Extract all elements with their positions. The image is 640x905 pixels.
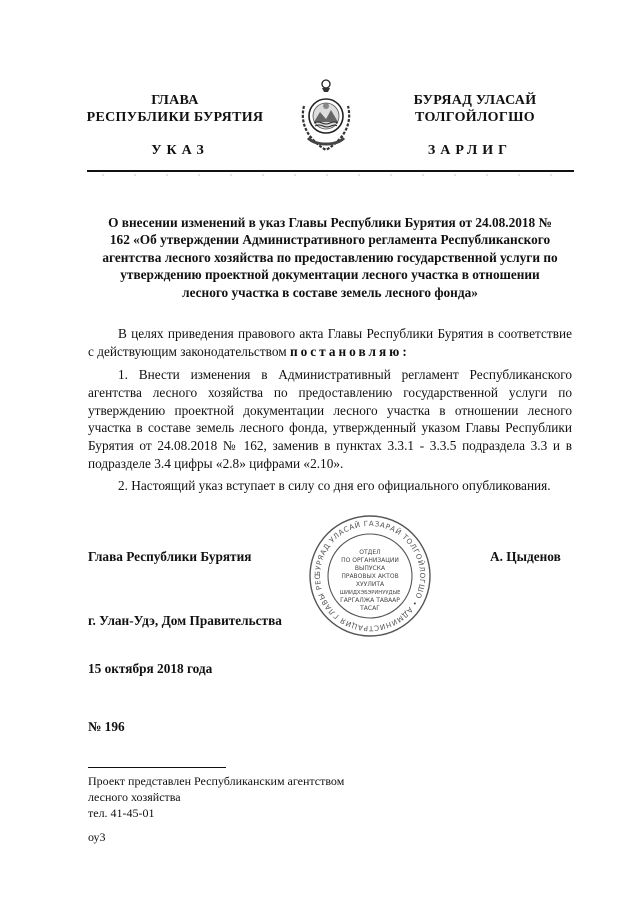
decree-number: № 196 bbox=[88, 719, 125, 734]
signature-name: А. Цыденов bbox=[490, 549, 561, 564]
footnote-line-3: тел. 41-45-01 bbox=[88, 806, 155, 820]
stamp-line-1: ОТДЕЛ bbox=[359, 549, 381, 556]
header-left-line2: РЕСПУБЛИКИ БУРЯТИЯ bbox=[86, 110, 264, 125]
stamp-line-5: ХУУЛИТА bbox=[355, 581, 385, 588]
decree-word: постановляю: bbox=[289, 343, 410, 359]
header-right bbox=[380, 92, 570, 126]
stamp-line-2: ПО ОРГАНИЗАЦИИ bbox=[341, 557, 399, 564]
official-stamp bbox=[308, 514, 432, 638]
item-2-text: 2. Настоящий указ вступает в силу со дня его официального опубликования. bbox=[118, 478, 551, 493]
item-1-text: 1. Внести изменения в Административный регламент Республиканского агентства лесного хозяйства по предоставлению государственной услуги по утверждению проектной документации лесного участка в отношении лесного участка в составе земель лесного фонда, утвержденный указом Главы Республики Бурятия от 24.08.2018 № 162, заменив в пунктах 3.3.1 - 3.3.5 подраздела 3.3 и в подразделе 3.4 цифры «2.8» цифрами «2.10». bbox=[88, 367, 572, 471]
preamble bbox=[88, 325, 572, 361]
item-2 bbox=[88, 477, 572, 495]
footnote-line-2: лесного хозяйства bbox=[88, 790, 181, 804]
item-1 bbox=[88, 366, 572, 473]
footnote-line-1: Проект представлен Республиканским агентством bbox=[88, 774, 345, 788]
footnote-code: оу3 bbox=[88, 830, 106, 844]
header-right-line1: БУРЯАД УЛАСАЙ bbox=[413, 93, 537, 108]
footnote-divider bbox=[88, 767, 226, 768]
header-left-line1: ГЛАВА bbox=[151, 93, 199, 108]
header-divider bbox=[87, 170, 574, 172]
stamp-ring-text: БУРЯАД УЛАСАЙ ГАЗАРАЙ ТОЛГОЙЛОГШО • АДМИНИСТРАЦИЯ ГЛАВЫ РЕС bbox=[312, 518, 428, 634]
stamp-line-8: ТАСАГ bbox=[360, 605, 380, 612]
stamp-line-7: ГАРГАЛЖА ТАВААР bbox=[340, 597, 400, 604]
header-left bbox=[70, 92, 280, 126]
place: г. Улан-Удэ, Дом Правительства bbox=[88, 613, 282, 628]
header-right-line2: ТОЛГОЙЛОГШО bbox=[415, 110, 535, 125]
preamble-text: В целях приведения правового акта Главы Республики Бурятия в соответствие с действующим законодательством bbox=[88, 326, 572, 359]
doc-type-right: ЗАРЛИГ bbox=[427, 143, 513, 158]
signature-position: Глава Республики Бурятия bbox=[88, 549, 252, 564]
stamp-line-3: ВЫПУСКА bbox=[354, 565, 386, 572]
document-title: О внесении изменений в указ Главы Республики Бурятия от 24.08.2018 № 162 «Об утверждении Административного регламента Республиканского агентства лесного хозяйства по предоставлению государственной услуги по утверждению проектной документации лесного участка в отношении лесного участка в составе земель лесного фонда» bbox=[102, 215, 558, 300]
coat-of-arms-emblem bbox=[296, 76, 356, 154]
date: 15 октября 2018 года bbox=[88, 661, 213, 676]
stamp-line-6: ШИИДХЭБЭРИНУУДЫЕ bbox=[339, 590, 401, 596]
header-dotted-divider bbox=[87, 174, 574, 176]
stamp-line-4: ПРАВОВЫХ АКТОВ bbox=[341, 573, 399, 580]
doc-type-left: УКАЗ bbox=[151, 143, 209, 158]
